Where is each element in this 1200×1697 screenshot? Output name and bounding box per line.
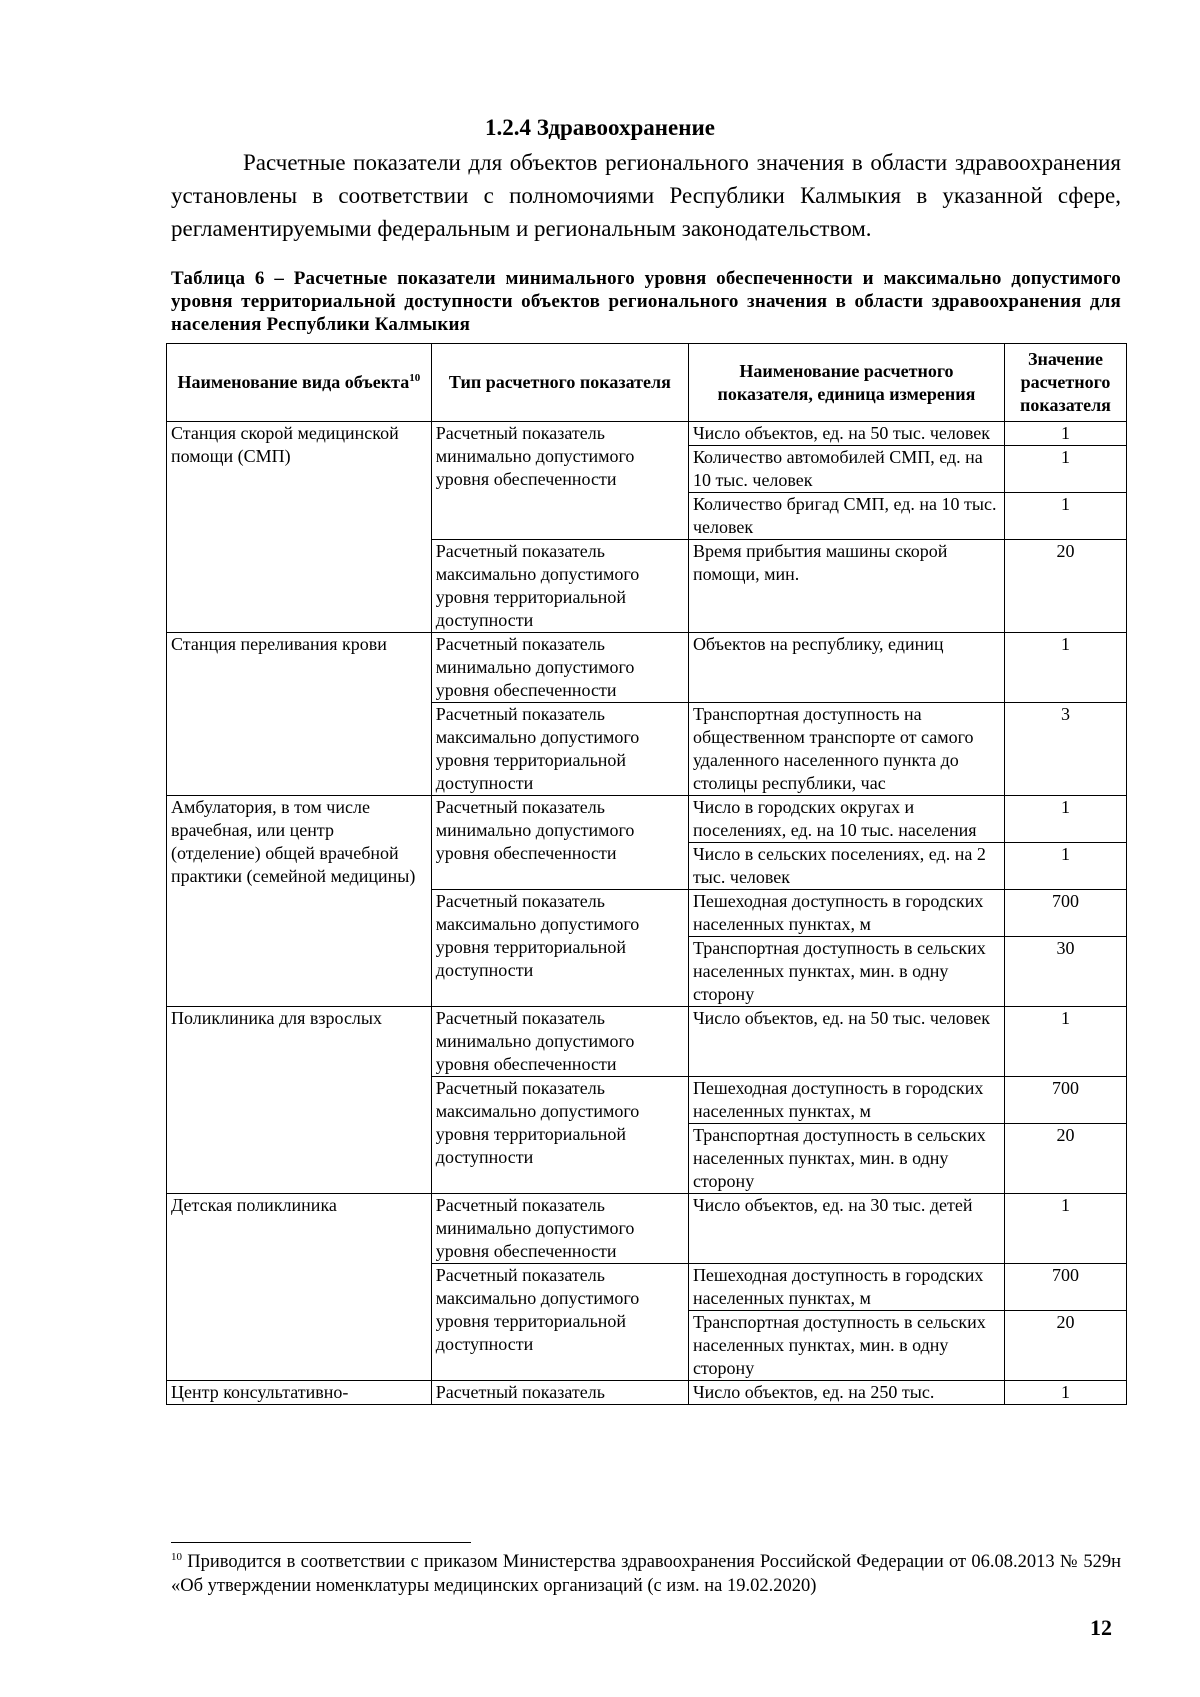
- indicator-cell: Пешеходная доступность в городских населенных пунктах, м: [688, 1264, 1004, 1311]
- indicators-table: [166, 343, 1127, 1405]
- table-row: [167, 633, 1127, 703]
- table-caption: Таблица 6 – Расчетные показатели минимального уровня обеспеченности и максимально допустимого уровня территориальной доступности объектов регионального значения в области здравоохранения для населения Республики Калмыкия: [171, 268, 1121, 335]
- type-cell: Расчетный показатель минимально допустимого уровня обеспеченности: [431, 633, 688, 703]
- object-cell: Станция скорой медицинской помощи (СМП): [167, 422, 432, 633]
- type-cell: Расчетный показатель минимально допустимого уровня обеспеченности: [431, 422, 688, 540]
- value-cell: 20: [1004, 1124, 1126, 1194]
- intro-paragraph: Расчетные показатели для объектов регионального значения в области здравоохранения установлены в соответствии с полномочиями Республики Калмыкия в указанной сфере, регламентируемыми федеральным и региональным законодательством.: [171, 150, 1121, 241]
- type-cell: Расчетный показатель максимально допустимого уровня территориальной доступности: [431, 890, 688, 1007]
- table-row: [167, 422, 1127, 446]
- value-cell: 700: [1004, 1077, 1126, 1124]
- object-cell: Станция переливания крови: [167, 633, 432, 796]
- value-cell: 20: [1004, 540, 1126, 633]
- object-cell: Поликлиника для взрослых: [167, 1007, 432, 1194]
- value-cell: 1: [1004, 446, 1126, 493]
- value-cell: 1: [1004, 1381, 1126, 1405]
- header-value: Значение расчетного показателя: [1004, 344, 1126, 422]
- indicator-cell: Число в сельских поселениях, ед. на 2 тыс. человек: [688, 843, 1004, 890]
- indicator-cell: Время прибытия машины скорой помощи, мин.: [688, 540, 1004, 633]
- value-cell: 700: [1004, 890, 1126, 937]
- indicator-cell: Количество автомобилей СМП, ед. на 10 тыс. человек: [688, 446, 1004, 493]
- value-cell: 1: [1004, 1007, 1126, 1077]
- value-cell: 1: [1004, 422, 1126, 446]
- indicator-cell: Число объектов, ед. на 250 тыс.: [688, 1381, 1004, 1405]
- header-object: Наименование вида объекта$^{10}$: [167, 344, 432, 422]
- indicator-cell: Число объектов, ед. на 30 тыс. детей: [688, 1194, 1004, 1264]
- footnote-divider: [171, 1542, 471, 1543]
- header-type: Тип расчетного показателя: [431, 344, 688, 422]
- value-cell: 20: [1004, 1311, 1126, 1381]
- indicator-cell: Транспортная доступность на общественном транспорте от самого удаленного населенного пункта до столицы республики, час: [688, 703, 1004, 796]
- type-cell: Расчетный показатель минимально допустимого уровня обеспеченности: [431, 1007, 688, 1077]
- value-cell: 1: [1004, 843, 1126, 890]
- table-row: [167, 796, 1127, 843]
- footnote: [171, 1550, 1121, 1598]
- type-cell: Расчетный показатель максимально допустимого уровня территориальной доступности: [431, 1077, 688, 1194]
- indicator-cell: Пешеходная доступность в городских населенных пунктах, м: [688, 1077, 1004, 1124]
- type-cell: Расчетный показатель максимально допустимого уровня территориальной доступности: [431, 703, 688, 796]
- type-cell: Расчетный показатель: [431, 1381, 688, 1405]
- value-cell: 30: [1004, 937, 1126, 1007]
- type-cell: Расчетный показатель максимально допустимого уровня территориальной доступности: [431, 540, 688, 633]
- type-cell: Расчетный показатель минимально допустимого уровня обеспеченности: [431, 1194, 688, 1264]
- object-cell: Центр консультативно-: [167, 1381, 432, 1405]
- header-name: Наименование расчетного показателя, единица измерения: [688, 344, 1004, 422]
- table-row: [167, 1381, 1127, 1405]
- indicator-cell: Транспортная доступность в сельских населенных пунктах, мин. в одну сторону: [688, 1311, 1004, 1381]
- section-title: 1.2.4 Здравоохранение: [485, 115, 715, 140]
- table-row: [167, 1194, 1127, 1264]
- indicator-cell: Транспортная доступность в сельских населенных пунктах, мин. в одну сторону: [688, 937, 1004, 1007]
- table-row: [167, 1007, 1127, 1077]
- value-cell: 700: [1004, 1264, 1126, 1311]
- object-cell: Амбулатория, в том числе врачебная, или центр (отделение) общей врачебной практики (семейной медицины): [167, 796, 432, 1007]
- indicator-cell: Объектов на республику, единиц: [688, 633, 1004, 703]
- indicator-cell: Число объектов, ед. на 50 тыс. человек: [688, 1007, 1004, 1077]
- footnote-text: Приводится в соответствии с приказом Министерства здравоохранения Российской Федерации от 06.08.2013 № 529н «Об утверждении номенклатуры медицинских организаций (с изм. на 19.02.2020): [171, 1552, 1121, 1596]
- value-cell: 1: [1004, 633, 1126, 703]
- indicator-cell: Транспортная доступность в сельских населенных пунктах, мин. в одну сторону: [688, 1124, 1004, 1194]
- type-cell: Расчетный показатель минимально допустимого уровня обеспеченности: [431, 796, 688, 890]
- page-number: 12: [1090, 1615, 1112, 1640]
- object-cell: Детская поликлиника: [167, 1194, 432, 1381]
- indicator-cell: Число в городских округах и поселениях, ед. на 10 тыс. населения: [688, 796, 1004, 843]
- value-cell: 1: [1004, 493, 1126, 540]
- table-header-row: [167, 344, 1127, 422]
- indicator-cell: Пешеходная доступность в городских населенных пунктах, м: [688, 890, 1004, 937]
- footnote-ref: 10: [409, 372, 421, 384]
- value-cell: 1: [1004, 796, 1126, 843]
- value-cell: 3: [1004, 703, 1126, 796]
- indicator-cell: Количество бригад СМП, ед. на 10 тыс. человек: [688, 493, 1004, 540]
- value-cell: 1: [1004, 1194, 1126, 1264]
- type-cell: Расчетный показатель максимально допустимого уровня территориальной доступности: [431, 1264, 688, 1381]
- footnote-mark: 10: [171, 1550, 182, 1563]
- indicator-cell: Число объектов, ед. на 50 тыс. человек: [688, 422, 1004, 446]
